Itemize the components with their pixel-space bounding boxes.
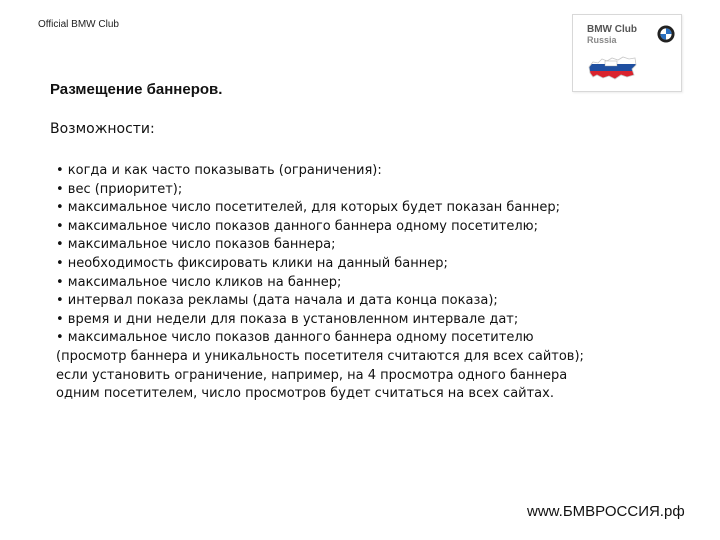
bmw-roundel-icon — [657, 25, 675, 43]
slide-heading: Размещение баннеров. — [50, 81, 223, 98]
list-item: • когда и как часто показывать (ограничения): — [56, 163, 382, 178]
list-item: одним посетителем, число просмотров будет считаться на всех сайтах. — [56, 386, 554, 402]
list-item: • необходимость фиксировать клики на данный баннер; — [56, 255, 448, 271]
list-item: • максимальное число показов данного баннера одному посетителю; — [56, 218, 538, 234]
russia-map-flag-icon — [587, 53, 637, 83]
list-item: если установить ограничение, например, на 4 просмотра одного баннера — [56, 367, 568, 383]
list-item: • максимальное число кликов на баннер; — [56, 274, 342, 290]
list-item: • интервал показа рекламы (дата начала и дата конца показа); — [56, 293, 498, 309]
slide-subheading: Возможности: — [50, 121, 155, 137]
list-item: • максимальное число показов данного баннера одному посетителю — [56, 330, 534, 346]
club-label: Official BMW Club — [38, 19, 119, 30]
list-item: • максимальное число показов баннера; — [56, 237, 336, 253]
list-item: (просмотр баннера и уникальность посетителя считаются для всех сайтов); — [56, 348, 584, 364]
list-item: • время и дни недели для показа в установленном интервале дат; — [56, 311, 519, 327]
bmw-club-russia-logo — [572, 14, 682, 92]
list-item: • максимальное число посетителей, для которых будет показан баннер; — [56, 200, 560, 216]
features-list — [56, 162, 616, 404]
logo-title: BMW Club — [587, 24, 637, 35]
list-item: • вес (приоритет); — [56, 181, 183, 197]
footer-website-url: www.БМВРОССИЯ.рф — [527, 503, 685, 520]
logo-subtitle: Russia — [587, 35, 617, 45]
